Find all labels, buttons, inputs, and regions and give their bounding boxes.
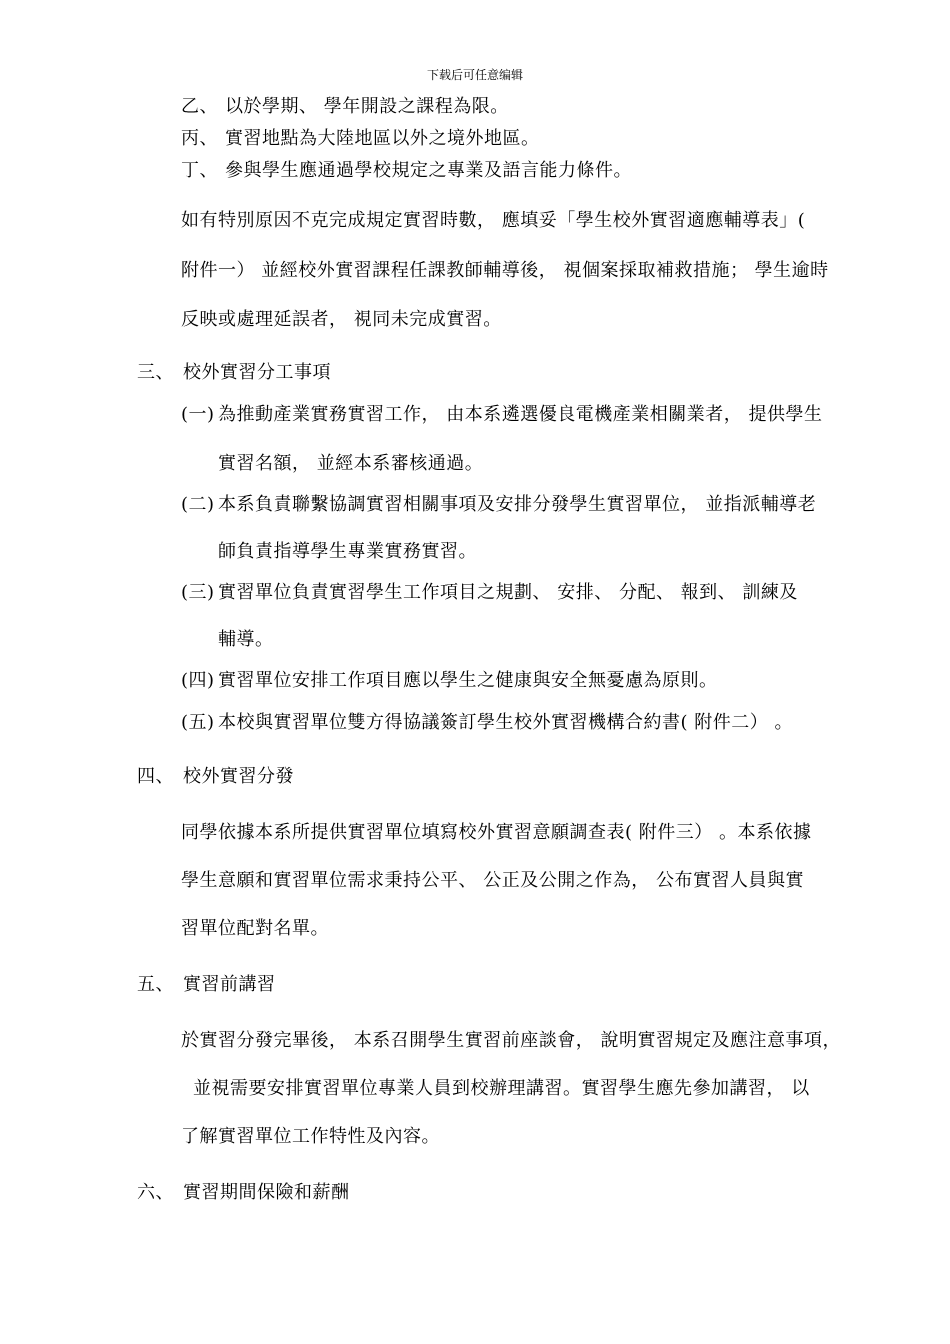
list-item-continuation: 師負責指導學生專業實務實習。 (218, 541, 477, 562)
list-item: (三) 實習單位負責實習學生工作項目之規劃、 安排、 分配、 報到、 訓練及 (181, 582, 798, 603)
paragraph-line: 了解實習單位工作特性及內容。 (181, 1126, 440, 1147)
paragraph-line: 附件一） 並經校外實習課程任課教師輔導後， 視個案採取補救措施； 學生逾時 (181, 260, 829, 281)
section-heading: 五、 實習前講習 (137, 974, 276, 995)
paragraph-line: 並視需要安排實習單位專業人員到校辦理講習。實習學生應先參加講習， 以 (193, 1078, 810, 1099)
list-item-continuation: 實習名額， 並經本系審核通過。 (218, 453, 484, 474)
section-heading: 六、 實習期間保險和薪酬 (137, 1182, 350, 1203)
section-heading: 三、 校外實習分工事項 (137, 362, 331, 383)
list-item: (四) 實習單位安排工作項目應以學生之健康與安全無憂慮為原則。 (181, 670, 718, 691)
list-item: (二) 本系負責聯繫協調實習相關事項及安排分發學生實習單位， 並指派輔導老 (181, 494, 817, 515)
paragraph-line: 學生意願和實習單位需求秉持公平、 公正及公開之作為， 公布實習人員與實 (181, 870, 804, 891)
page-header: 下载后可任意编辑 (426, 68, 523, 82)
paragraph-line: 習單位配對名單。 (181, 918, 329, 939)
list-item: (五) 本校與實習單位雙方得協議簽訂學生校外實習機構合約書( 附件二） 。 (181, 712, 793, 733)
list-item: 乙、 以於學期、 學年開設之課程為限。 (181, 96, 509, 117)
section-heading: 四、 校外實習分發 (137, 766, 294, 787)
list-item: (一) 為推動產業實務實習工作， 由本系遴選優良電機產業相關業者， 提供學生 (181, 404, 823, 425)
paragraph-line: 反映或處理延誤者， 視同未完成實習。 (181, 309, 502, 330)
paragraph-line: 於實習分發完畢後， 本系召開學生實習前座談會， 說明實習規定及應注意事項， (181, 1030, 841, 1051)
list-item-continuation: 輔導。 (218, 629, 274, 650)
paragraph-line: 同學依據本系所提供實習單位填寫校外實習意願調查表( 附件三） 。本系依據 (181, 822, 812, 843)
paragraph-line: 如有特別原因不克完成規定實習時數， 應填妥「學生校外實習適應輔導表」( (181, 210, 806, 231)
list-item: 丙、 實習地點為大陸地區以外之境外地區。 (181, 128, 540, 149)
list-item: 丁、 參與學生應通過學校規定之專業及語言能力條件。 (181, 160, 632, 181)
